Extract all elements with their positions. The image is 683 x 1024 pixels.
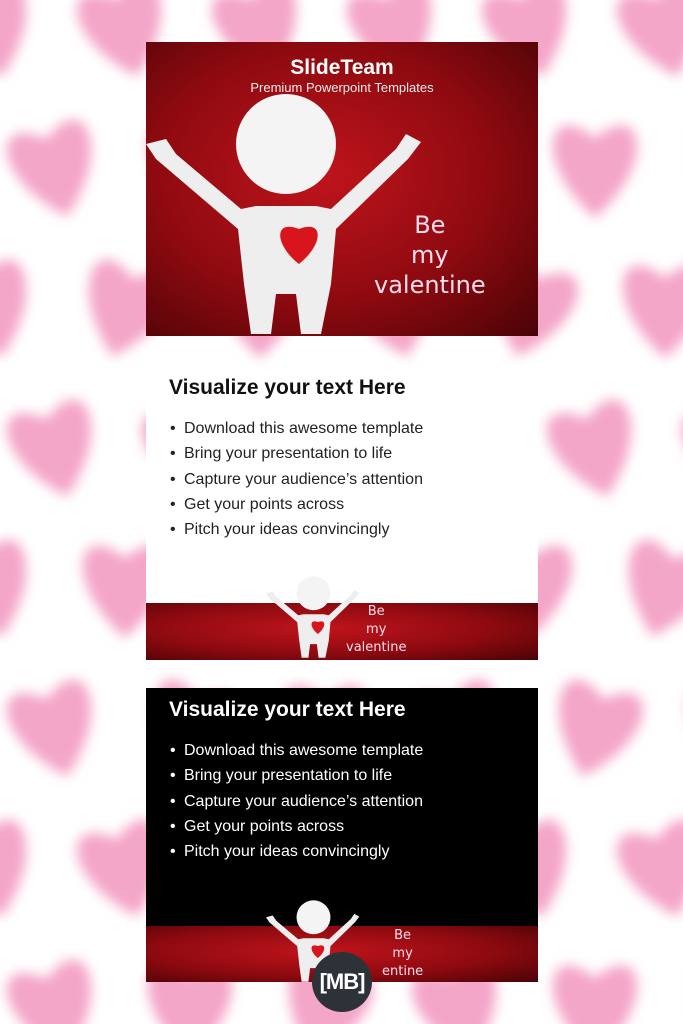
heart-shape [677,116,683,227]
heart-shape [553,966,637,1024]
title-slide [146,42,538,336]
heart-shape [3,956,108,1024]
heart-shape [623,266,683,358]
valentine-message: Be my valentine [374,211,486,299]
bullet-item: • Get your points across [184,814,423,839]
content-slide-white [146,366,538,660]
bullet-item: • Bring your presentation to life [184,441,423,466]
bullet-list [184,738,423,864]
valentine-message: Be my entine [382,928,424,979]
heart-shape [0,0,43,87]
heart-shape [3,676,108,787]
heart-shape [0,256,43,367]
bullet-item: • Pitch your ideas convincingly [184,839,423,864]
heart-shape [3,396,108,507]
mb-logo: [MB] [312,952,372,1012]
heart-shape [542,676,647,787]
heart-shape [677,956,683,1024]
valentine-message: Be my valentine [346,604,407,655]
heart-shape [553,126,637,218]
heart-shape [613,0,683,87]
heart-shape [678,396,683,507]
figure-with-heart-illustration [266,576,361,658]
bullet-item: • Pitch your ideas convincingly [184,517,423,542]
slide-title: Visualize your text Here [169,376,406,399]
heart-shape [0,536,43,647]
bullet-item: • Download this awesome template [184,738,423,763]
heart-shape [543,396,648,507]
heart-shape [613,816,683,927]
bullet-item: • Download this awesome template [184,416,423,441]
bullet-item: • Capture your audience’s attention [184,467,423,492]
bullet-item: • Get your points across [184,492,423,517]
brand-tagline: Premium Powerpoint Templates [250,80,434,95]
heart-shape [0,816,43,927]
brand-name: SlideTeam [290,56,394,79]
slide-title: Visualize your text Here [169,698,406,721]
bullet-item: • Bring your presentation to life [184,763,423,788]
content-slide-black [146,688,538,982]
bullet-item: • Capture your audience’s attention [184,789,423,814]
heart-shape [612,536,683,647]
bullet-list [184,416,423,542]
heart-shape [3,116,108,227]
